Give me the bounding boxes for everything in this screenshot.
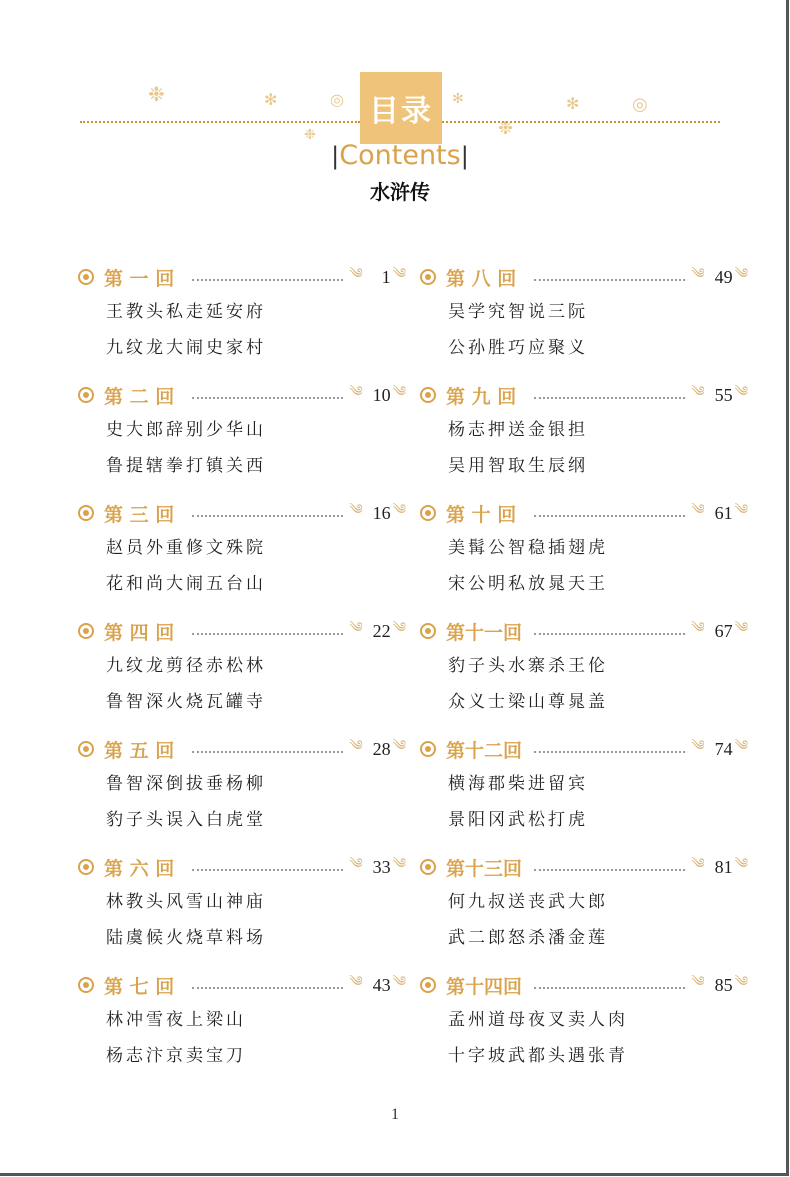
chapter-label: 第 三 回 — [104, 503, 175, 526]
book-title: 水浒传 — [370, 180, 430, 204]
chapter-page-number: 28 — [372, 738, 391, 759]
chapter-heading[interactable] — [420, 260, 750, 294]
title-box — [360, 72, 442, 144]
circle-bullet-icon — [78, 387, 94, 403]
leader-dots — [534, 397, 685, 399]
snowflake-decoration: ✻ — [566, 94, 580, 113]
chapter-heading[interactable] — [78, 732, 408, 766]
section-title[interactable]: 王教头私走延安府 — [106, 302, 266, 322]
toc-chapter[interactable] — [78, 614, 408, 732]
toc-chapter[interactable] — [420, 732, 750, 850]
section-title[interactable]: 史大郎辞别少华山 — [106, 420, 266, 440]
leader-dots — [534, 279, 685, 281]
leader-dots — [192, 633, 343, 635]
chapter-label: 第十三回 — [446, 857, 523, 880]
section-title[interactable]: 吴学究智说三阮 — [448, 302, 588, 322]
section-title[interactable]: 何九叔送丧武大郎 — [448, 892, 608, 912]
chapter-page-number: 74 — [714, 738, 733, 759]
chapter-label: 第 四 回 — [104, 621, 175, 644]
chapter-heading[interactable] — [78, 614, 408, 648]
section-title[interactable]: 武二郎怒杀潘金莲 — [448, 928, 608, 948]
swirl-ornament-icon: ༄ — [392, 856, 406, 872]
chapter-page-number: 61 — [714, 502, 733, 523]
chapter-page-number: 81 — [714, 856, 733, 877]
chapter-heading[interactable] — [78, 968, 408, 1002]
section-title[interactable]: 公孙胜巧应聚义 — [448, 338, 588, 358]
chapter-page-number: 22 — [372, 620, 391, 641]
chapter-label: 第 一 回 — [104, 267, 175, 290]
swirl-ornament-icon: ༄ — [392, 266, 406, 282]
chapter-page-number: 43 — [372, 974, 391, 995]
chapter-heading[interactable] — [420, 732, 750, 766]
circle-bullet-icon — [420, 977, 436, 993]
chapter-heading[interactable] — [420, 496, 750, 530]
swirl-ornament-icon: ༄ — [734, 266, 748, 282]
swirl-ornament-icon: ༄ — [734, 974, 748, 990]
title-chinese: 目录 — [369, 94, 433, 129]
swirl-ornament-icon: ༄ — [349, 620, 363, 636]
leader-dots — [192, 515, 343, 517]
section-title[interactable]: 横海郡柴进留宾 — [448, 774, 588, 794]
chapter-label: 第 八 回 — [446, 267, 517, 290]
swirl-ornament-icon: ༄ — [392, 738, 406, 754]
snowflake-decoration: ❉ — [148, 82, 165, 106]
section-title[interactable]: 鲁智深火烧瓦罐寺 — [106, 692, 266, 712]
circle-bullet-icon — [78, 269, 94, 285]
swirl-ornament-icon: ༄ — [734, 384, 748, 400]
chapter-label: 第 五 回 — [104, 739, 175, 762]
section-title[interactable]: 景阳冈武松打虎 — [448, 810, 588, 830]
swirl-ornament-icon: ༄ — [734, 738, 748, 754]
section-title[interactable]: 杨志汴京卖宝刀 — [106, 1046, 246, 1066]
toc-chapter[interactable] — [420, 378, 750, 496]
leader-dots — [534, 987, 685, 989]
section-title[interactable]: 鲁智深倒拔垂杨柳 — [106, 774, 266, 794]
circle-bullet-icon — [420, 387, 436, 403]
chapter-page-number: 33 — [372, 856, 391, 877]
section-title[interactable]: 九纹龙剪径赤松林 — [106, 656, 266, 676]
toc-chapter[interactable] — [78, 850, 408, 968]
swirl-ornament-icon: ༄ — [691, 266, 705, 282]
swirl-ornament-icon: ༄ — [349, 384, 363, 400]
toc-chapter[interactable] — [420, 260, 750, 378]
toc-column-left — [78, 260, 408, 1086]
header-dotted-line-left — [80, 121, 360, 123]
swirl-ornament-icon: ༄ — [691, 974, 705, 990]
chapter-page-number: 1 — [381, 266, 391, 287]
circle-bullet-icon — [420, 623, 436, 639]
circle-bullet-icon — [420, 741, 436, 757]
snowflake-decoration: ✻ — [452, 91, 464, 107]
chapter-label: 第 十 回 — [446, 503, 517, 526]
header-dotted-line-right — [442, 121, 720, 123]
section-title[interactable]: 林教头风雪山神庙 — [106, 892, 266, 912]
section-title[interactable]: 杨志押送金银担 — [448, 420, 588, 440]
circle-bullet-icon — [78, 977, 94, 993]
swirl-ornament-icon: ༄ — [691, 502, 705, 518]
circle-bullet-icon — [78, 623, 94, 639]
snowflake-decoration: ❉ — [498, 118, 514, 139]
chapter-page-number: 49 — [714, 266, 733, 287]
swirl-ornament-icon: ༄ — [691, 738, 705, 754]
swirl-ornament-icon: ༄ — [349, 856, 363, 872]
section-title[interactable]: 众义士梁山尊晁盖 — [448, 692, 608, 712]
chapter-label: 第 九 回 — [446, 385, 517, 408]
leader-dots — [534, 515, 685, 517]
chapter-page-number: 16 — [372, 502, 391, 523]
chapter-page-number: 10 — [372, 384, 391, 405]
toc-chapter[interactable] — [78, 732, 408, 850]
swirl-ornament-icon: ༄ — [734, 502, 748, 518]
toc-chapter[interactable] — [78, 496, 408, 614]
leader-dots — [192, 987, 343, 989]
toc-chapter[interactable] — [420, 850, 750, 968]
section-title[interactable]: 陆虞候火烧草料场 — [106, 928, 266, 948]
circle-bullet-icon — [78, 505, 94, 521]
toc-chapter[interactable] — [78, 968, 408, 1086]
section-title[interactable]: 豹子头误入白虎堂 — [106, 810, 266, 830]
section-title[interactable]: 吴用智取生辰纲 — [448, 456, 588, 476]
chapter-heading[interactable] — [420, 614, 750, 648]
circle-bullet-icon — [78, 741, 94, 757]
section-title[interactable]: 鲁提辖拳打镇关西 — [106, 456, 266, 476]
toc-chapter[interactable] — [420, 614, 750, 732]
section-title[interactable]: 赵员外重修文殊院 — [106, 538, 266, 558]
toc-chapter[interactable] — [420, 968, 750, 1086]
leader-dots — [534, 869, 685, 871]
swirl-ornament-icon: ༄ — [392, 502, 406, 518]
swirl-ornament-icon: ༄ — [392, 974, 406, 990]
section-title[interactable]: 十字坡武都头遇张青 — [448, 1046, 628, 1066]
leader-dots — [534, 633, 685, 635]
toc-column-right — [420, 260, 750, 1086]
toc-chapter[interactable] — [420, 496, 750, 614]
toc-chapter[interactable] — [78, 260, 408, 378]
title-english: Contents — [339, 140, 461, 171]
swirl-ornament-icon: ༄ — [349, 738, 363, 754]
chapter-heading[interactable] — [420, 968, 750, 1002]
chapter-label: 第十二回 — [446, 739, 523, 762]
leader-dots — [192, 869, 343, 871]
swirl-ornament-icon: ༄ — [691, 620, 705, 636]
chapter-label: 第 六 回 — [104, 857, 175, 880]
chapter-label: 第 七 回 — [104, 975, 175, 998]
section-title[interactable]: 林冲雪夜上梁山 — [106, 1010, 246, 1030]
section-title[interactable]: 九纹龙大闹史家村 — [106, 338, 266, 358]
swirl-ornament-icon: ༄ — [349, 974, 363, 990]
swirl-ornament-icon: ༄ — [349, 502, 363, 518]
chapter-label: 第 二 回 — [104, 385, 175, 408]
swirl-ornament-icon: ༄ — [734, 620, 748, 636]
swirl-ornament-icon: ༄ — [392, 620, 406, 636]
chapter-heading[interactable] — [78, 496, 408, 530]
section-title[interactable]: 宋公明私放晁天王 — [448, 574, 608, 594]
leader-dots — [192, 397, 343, 399]
chapter-page-number: 85 — [714, 974, 733, 995]
toc-chapter[interactable] — [78, 378, 408, 496]
chapter-page-number: 55 — [714, 384, 733, 405]
swirl-ornament-icon: ༄ — [349, 266, 363, 282]
chapter-heading[interactable] — [420, 378, 750, 412]
page-number: 1 — [391, 1106, 399, 1123]
section-title[interactable]: 花和尚大闹五台山 — [106, 574, 266, 594]
circle-bullet-icon — [78, 859, 94, 875]
swirl-ornament-icon: ༄ — [392, 384, 406, 400]
chapter-heading[interactable] — [78, 850, 408, 884]
section-title[interactable]: 豹子头水寨杀王伦 — [448, 656, 608, 676]
contents-heading: |Contents| — [331, 140, 469, 171]
section-title[interactable]: 美髯公智稳插翅虎 — [448, 538, 608, 558]
chapter-heading[interactable] — [78, 260, 408, 294]
swirl-ornament-icon: ༄ — [691, 384, 705, 400]
circle-bullet-icon — [420, 505, 436, 521]
snowflake-decoration: ✻ — [264, 90, 278, 109]
swirl-ornament-icon: ༄ — [734, 856, 748, 872]
chapter-label: 第十一回 — [446, 621, 523, 644]
leader-dots — [534, 751, 685, 753]
snowflake-decoration: ◎ — [632, 94, 648, 115]
chapter-page-number: 67 — [714, 620, 733, 641]
snowflake-decoration: ❉ — [304, 127, 316, 143]
circle-bullet-icon — [420, 269, 436, 285]
circle-bullet-icon — [420, 859, 436, 875]
swirl-ornament-icon: ༄ — [691, 856, 705, 872]
leader-dots — [192, 751, 343, 753]
chapter-label: 第十四回 — [446, 975, 523, 998]
leader-dots — [192, 279, 343, 281]
chapter-heading[interactable] — [78, 378, 408, 412]
section-title[interactable]: 孟州道母夜叉卖人肉 — [448, 1010, 628, 1030]
chapter-heading[interactable] — [420, 850, 750, 884]
snowflake-decoration: ◎ — [330, 90, 344, 109]
